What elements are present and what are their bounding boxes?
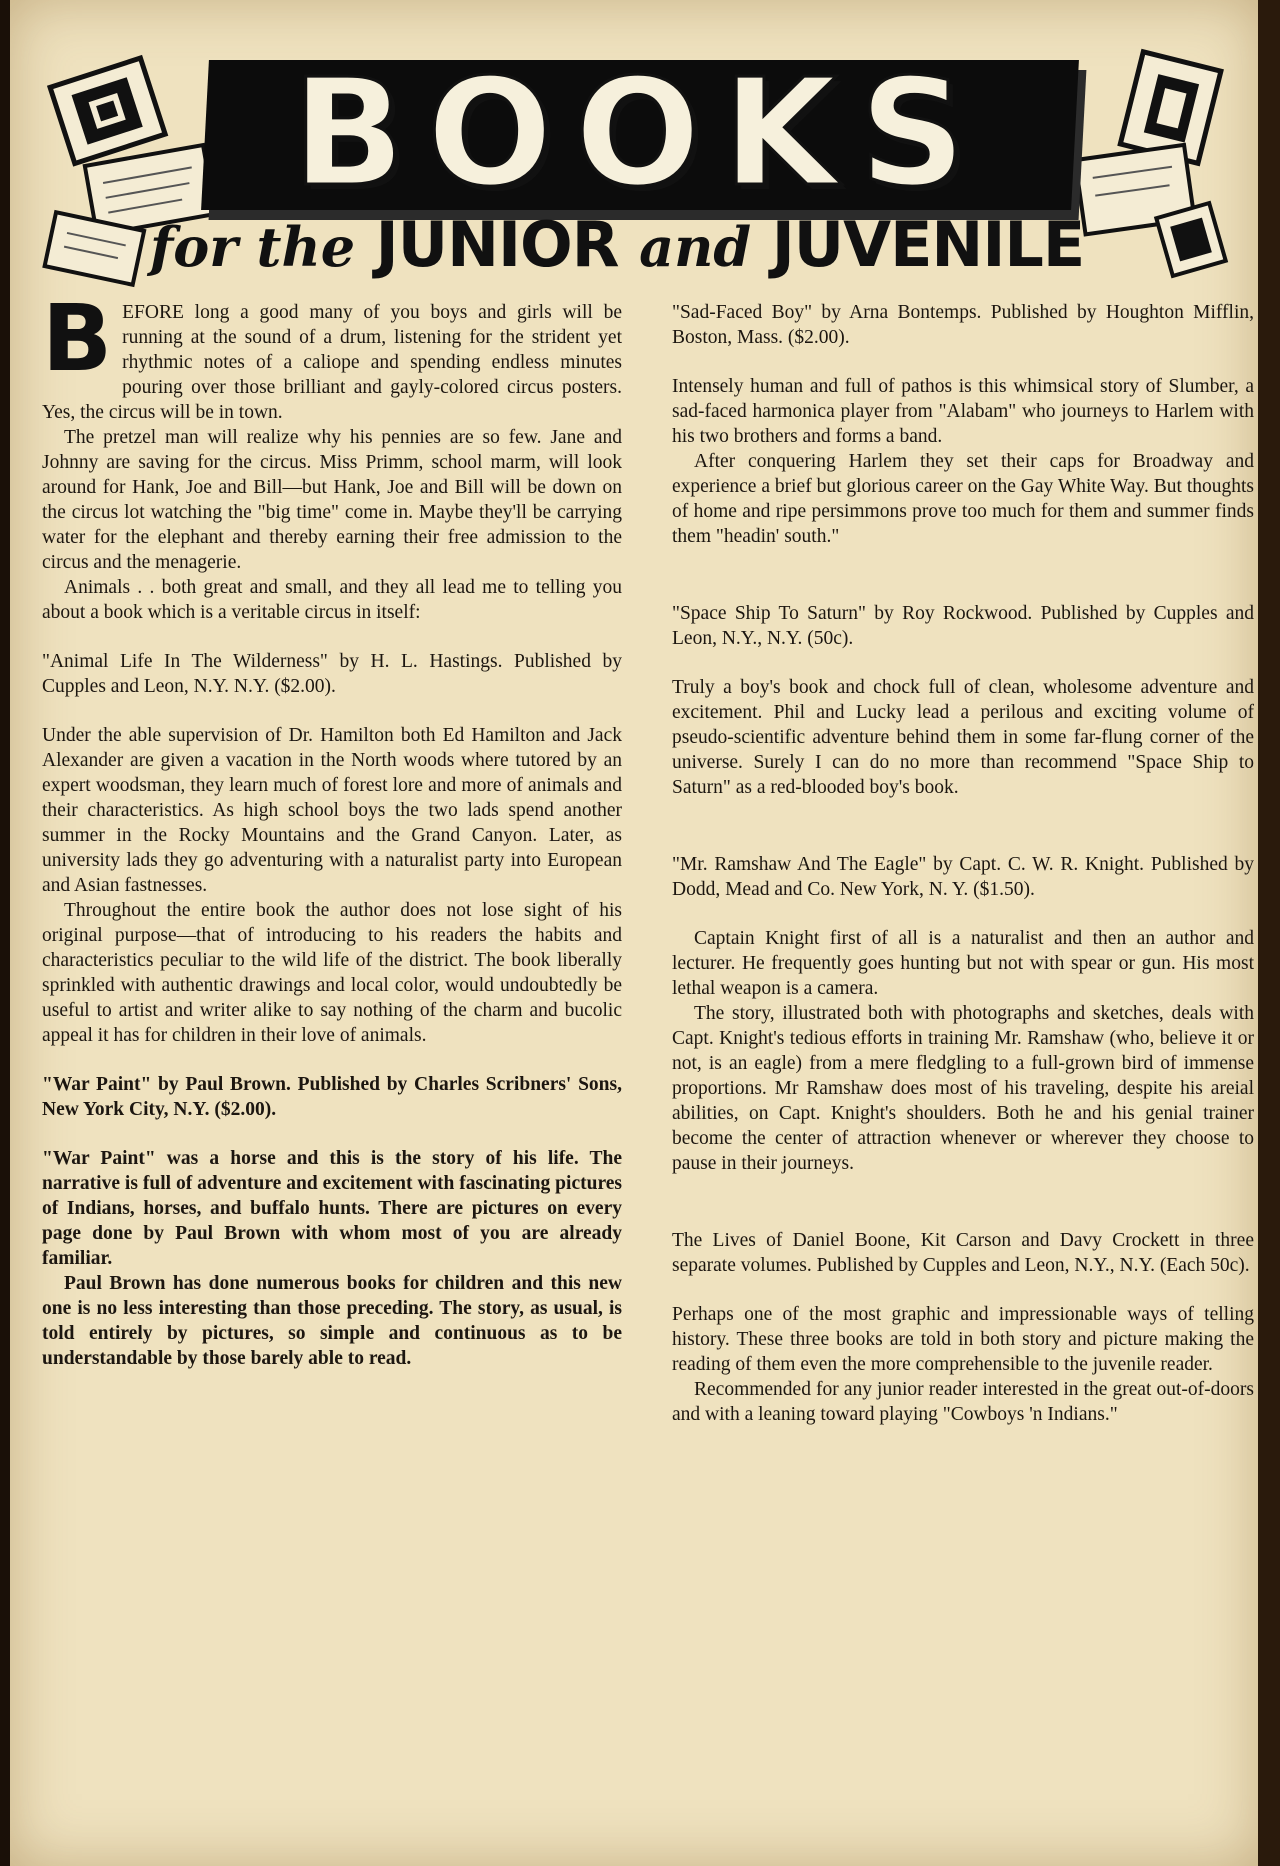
page-title: BOOKS (292, 47, 988, 219)
subtitle-for-the: for the (150, 215, 356, 279)
intro-paragraph: BEFORE long a good many of you boys and girls will be running at the sound of a drum, listening for the strident yet rhythmic notes of a caliope and spending endless minutes pouring over those brilliant and gayly-colored circus posters. Yes, the circus will be in town. (42, 300, 622, 423)
intro-paragraph-2: The pretzel man will realize why his pennies are so few. Jane and Johnny are saving for the circus. Miss Primm, school marm, will look around for Hank, Joe and Bill—but Hank, Joe and Bill will be down on the circus lot watching the "big time" come in. Maybe they'll be carrying water for the elephant and thereby earning their free admission to the circus and the menagerie. (42, 427, 622, 573)
book-review-paragraph: Perhaps one of the most graphic and impressionable ways of telling history. These three books are told in both story and picture making the reading of them even the more comprehensible to the juvenile reader. (672, 1304, 1254, 1375)
book-review-paragraph: Throughout the entire book the author does not lose sight of his original purpose—that of introducing to his readers the habits and characteristics peculiar to the wild life of the district. The book liberally sprinkled with authentic drawings and local color, would undoubtedly be useful to artist and writer alike to say nothing of the charm and bucolic appeal it has for children in their love of animals. (42, 900, 622, 1046)
left-column (42, 300, 622, 1850)
book-review-paragraph: Under the able supervision of Dr. Hamilton both Ed Hamilton and Jack Alexander are given a vacation in the North woods where tutored by an expert woodsman, they learn much of forest lore and more of animals and their characteristics. As high school boys the two lads spend another summer in the Rocky Mountains and the Grand Canyon. Later, as university lads they go adventuring with a naturalist party into European and Asian fastnesses. (42, 725, 622, 896)
book-review-paragraph: After conquering Harlem they set their caps for Broadway and experience a brief but glorious career on the Gay White Way. But thoughts of home and ripe persimmons prove too much for them and summer finds them "headin' south." (672, 451, 1254, 547)
intro-paragraph-3: Animals . . both great and small, and they all lead me to telling you about a book which is a veritable circus in itself: (42, 577, 622, 623)
right-column (672, 300, 1254, 1850)
page-subtitle (150, 208, 1240, 288)
header (30, 20, 1240, 290)
book-review-paragraph: Paul Brown has done numerous books for children and this new one is no less interesting than those preceding. The story, as usual, is told entirely by pictures, so simple and continuous as to be understandable by those barely able to read. (42, 1273, 622, 1369)
book-review-paragraph: The story, illustrated both with photographs and sketches, deals with Capt. Knight's tedious efforts in training Mr. Ramshaw (who, believe it or not, is an eagle) from a mere fledgling to a full-grown bird of immense proportions. Mr Ramshaw does most of his traveling, despite his areial abilities, on Capt. Knight's shoulders. Both he and his genial trainer become the center of attraction whenever or wherever they choose to pause in their journeys. (672, 1003, 1254, 1174)
book-citation: The Lives of Daniel Boone, Kit Carson and Davy Crockett in three separate volumes. Published by Cupples and Leon, N.Y., N.Y. (Each 50c). (672, 1230, 1254, 1276)
book-citation: "Space Ship To Saturn" by Roy Rockwood. Published by Cupples and Leon, N.Y., N.Y. (50c). (672, 603, 1254, 649)
book-citation: "Animal Life In The Wilderness" by H. L. Hastings. Published by Cupples and Leon, N.Y. N.Y. ($2.00). (42, 651, 622, 697)
book-review-paragraph: Truly a boy's book and chock full of clean, wholesome adventure and excitement. Phil and Lucky lead a perilous and exciting volume of pseudo-scientific adventure behind them in some far-flung corner of the universe. Surely I can do no more than recommend "Space Ship to Saturn" as a red-blooded boy's book. (672, 677, 1254, 798)
book-review-paragraph: Recommended for any junior reader interested in the great out-of-doors and with a leaning toward playing "Cowboys 'n Indians." (672, 1379, 1254, 1425)
book-citation: "War Paint" by Paul Brown. Published by Charles Scribners' Sons, New York City, N.Y. ($2.00). (42, 1074, 622, 1120)
subtitle-juvenile: JUVENILE (771, 208, 1085, 281)
subtitle-and: and (639, 215, 752, 279)
book-citation: "Sad-Faced Boy" by Arna Bontemps. Published by Houghton Mifflin, Boston, Mass. ($2.00). (672, 302, 1254, 348)
drop-cap: B (42, 300, 113, 392)
subtitle-junior: JUNIOR (375, 208, 619, 281)
page-edge (1258, 0, 1280, 1866)
book-review-paragraph: Intensely human and full of pathos is this whimsical story of Slumber, a sad-faced harmonica player from "Alabam" who journeys to Harlem with his two brothers and forms a band. (672, 376, 1254, 447)
book-review-paragraph: "War Paint" was a horse and this is the story of his life. The narrative is full of adventure and excitement with fascinating pictures of Indians, horses, and buffalo hunts. There are pictures on every page done by Paul Brown with whom most of you are already familiar. (42, 1148, 622, 1269)
book-citation: "Mr. Ramshaw And The Eagle" by Capt. C. W. R. Knight. Published by Dodd, Mead and Co. New York, N. Y. ($1.50). (672, 854, 1254, 900)
book-review-paragraph: Captain Knight first of all is a naturalist and then an author and lecturer. He frequently goes hunting but not with spear or gun. His most lethal weapon is a camera. (672, 928, 1254, 999)
